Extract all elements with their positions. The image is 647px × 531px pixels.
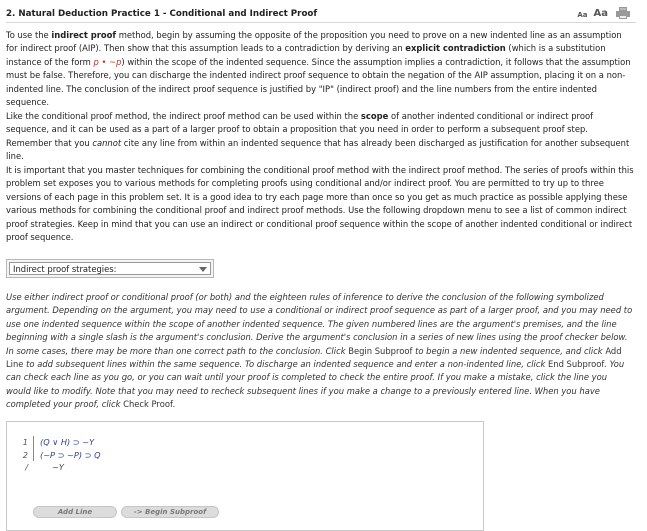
print-icon[interactable] [616,7,630,19]
intro-paragraph-1: To use the indirect proof method, begin by assuming the opposite of the proposition you need to prove on a new indented line as an assumption for indirect proof (AIP). Then show that this assumption leads to a contradiction by deriving an explicit contradiction (which is a substitution instance of the form p • ~p) within the scope of the indented sequence. Since the assumption implies a contradiction, it follows that the assumption must be false. Therefore, you can discharge the indented indirect proof sequence to obtain the negation of the AIP assumption, placing it on a non-indented line. The conclusion of the indirect proof sequence is justified by "IP" (indirect proof) and the line numbers from the entire indented sequence. [6,30,631,108]
begin-subproof-button[interactable]: -> Begin Subproof [121,506,219,518]
line-number: 1 [22,437,28,448]
proof-conclusion [19,461,101,474]
line-divider [33,436,34,449]
proof-line-1[interactable] [19,436,101,449]
premise-statement: (~P ⊃ ~P) ⊃ Q [40,449,101,460]
instructions-paragraph: Use either indirect proof or conditional proof (or both) and the eighteen rules of inference to derive the conclusion of the following symbolized argument. Depending on the argument, you may need to use a conditional or indirect proof sequence as part of a larger proof, and you may need to use one indented sequence within the scope of another indented sequence. The given numbered lines are the argument's premises, and the line beginning with a single slash is the argument's conclusion. Derive the argument's conclusion in a series of new lines using the proof checker below. In some cases, there may be more than one correct path to the conclusion. Click Begin Subproof to begin a new indented sequence, and click Add Line to add subsequent lines within the same sequence. To discharge an indented sequence and enter a non-indented line, click End Subproof. You can check each line as you go, or you can wait until your proof is completed to check the entire proof. If you make a mistake, click the line you would like to modify. Note that you may need to recheck subsequent lines if you make a change to a previously entered line. When you have completed your proof, click Check Proof. [6,292,633,410]
chevron-down-icon [199,267,207,272]
conclusion-marker: / [25,462,28,473]
intro-paragraph-2: Like the conditional proof method, the indirect proof method can be used within the scope of another indented conditional or indirect proof sequence, and it can be used as a part of a larger proof to obtain a proposition that you need in order to perform a subsequent proof step. Remember that you cannot cite any line from within an indented sequence that has already been discharged as justification for another subsequent line. [6,111,630,162]
premise-statement: (Q ∨ H) ⊃ ~Y [40,437,95,448]
proof-checker [6,421,484,531]
header-tools [577,7,630,19]
strategies-select[interactable] [9,262,211,275]
page-title: 2. Natural Deduction Practice 1 - Conditional and Indirect Proof [6,9,318,19]
font-increase-button[interactable]: Aa [593,8,608,19]
dropdown-selected-value: Indirect proof strategies: [13,264,117,274]
conclusion-statement: ~Y [52,462,64,473]
intro-paragraph-3: It is important that you master techniques for combining the conditional proof method with the indirect proof method. The series of proofs within this problem set exposes you to various methods for completing proofs using conditional and/or indirect proof. You are permitted to try up to three versions of each page in this problem set. It is a good idea to try each page more than once so you get as much practice as possible applying these various methods for combining the conditional proof and indirect proof methods. Use the following dropdown menu to see a list of common indirect proof strategies. Keep in mind that you can use an indirect or conditional proof sequence within the scope of another indented conditional or indirect proof sequence. [6,165,634,243]
proof-line-2[interactable] [19,449,101,462]
font-decrease-button[interactable]: Aa [577,11,588,19]
problem-header [6,7,636,23]
strategies-dropdown[interactable] [6,259,214,278]
line-number: 2 [22,449,28,460]
line-divider [33,449,34,462]
proof-lines [19,436,101,474]
add-line-button[interactable]: Add Line [33,506,117,518]
line-divider [33,461,34,474]
